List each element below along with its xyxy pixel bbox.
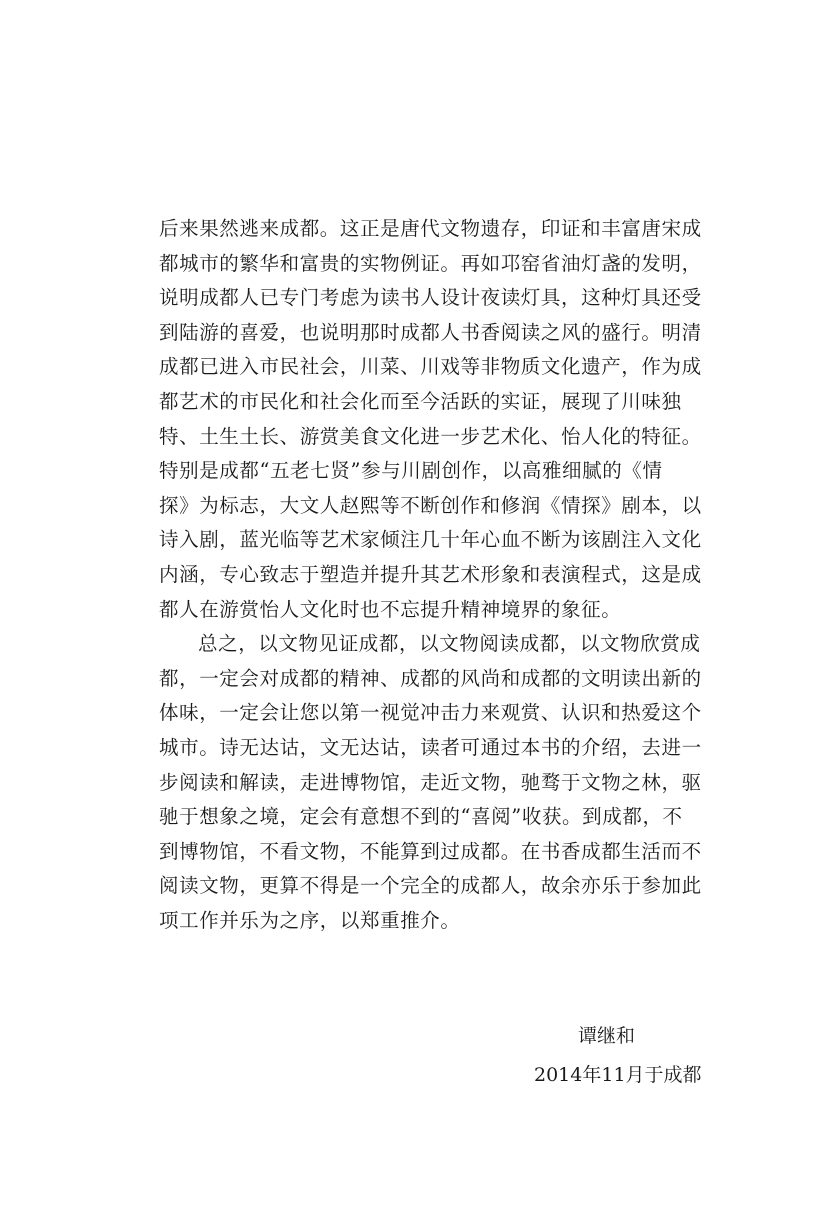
text-line: 特别是成都“五老七贤”参与川剧创作，以高雅细腻的《情 (159, 459, 663, 483)
text-line: 都艺术的市民化和社会化而至今活跃的实证，展现了川味独 (159, 389, 682, 413)
text-line: 都人在游赏怡人文化时也不忘提升精神境界的象征。 (159, 597, 622, 621)
text-line: 项工作并乐为之序，以郑重推介。 (159, 908, 461, 932)
text-line: 步阅读和解读，走进博物馆，走近文物，驰骛于文物之林，驱 (159, 770, 702, 794)
text-line: 驰于想象之境，定会有意想不到的“喜阅”收获。到成都，不 (159, 805, 683, 829)
text-line: 都城市的繁华和富贵的实物例证。再如邛窑省油灯盏的发明， (159, 251, 702, 275)
text-line: 到陆游的喜爱，也说明那时成都人书香阅读之风的盛行。明清 (159, 320, 702, 344)
text-line: 内涵，专心致志于塑造并提升其艺术形象和表演程式，这是成 (159, 562, 702, 586)
text-line: 总之，以文物见证成都，以文物阅读成都，以文物欣赏成 (198, 632, 701, 656)
text-line: 说明成都人已专门考虑为读书人设计夜读灯具，这种灯具还受 (159, 286, 702, 310)
text-line: 探》为标志，大文人赵熙等不断创作和修润《情探》剧本，以 (159, 493, 702, 517)
text-line: 阅读文物，更算不得是一个完全的成都人，故余亦乐于参加此 (159, 874, 702, 898)
text-line: 后来果然逃来成都。这正是唐代文物遗存，印证和丰富唐宋成 (159, 217, 702, 240)
signature-author: 谭继和 (578, 1025, 636, 1047)
paragraph-1 (159, 212, 702, 627)
text-line: 城市。诗无达诂，文无达诂，读者可通过本书的介绍，去进一 (159, 735, 702, 759)
text-line: 到博物馆，不看文物，不能算到过成都。在书香成都生活而不 (159, 839, 702, 863)
paragraph-2 (159, 627, 702, 938)
text-line: 诗入剧，蓝光临等艺术家倾注几十年心血不断为该剧注入文化 (159, 528, 702, 552)
text-line: 成都已进入市民社会，川菜、川戏等非物质文化遗产，作为成 (159, 355, 702, 379)
preface-body (159, 212, 702, 938)
text-line: 特、土生土长、游赏美食文化进一步艺术化、怡人化的特征。 (159, 424, 702, 448)
text-line: 都，一定会对成都的精神、成都的风尚和成都的文明读出新的 (159, 666, 702, 690)
signature-date: 2014年11月于成都 (534, 1064, 702, 1086)
text-line: 体味，一定会让您以第一视觉冲击力来观赏、认识和热爱这个 (159, 701, 702, 725)
